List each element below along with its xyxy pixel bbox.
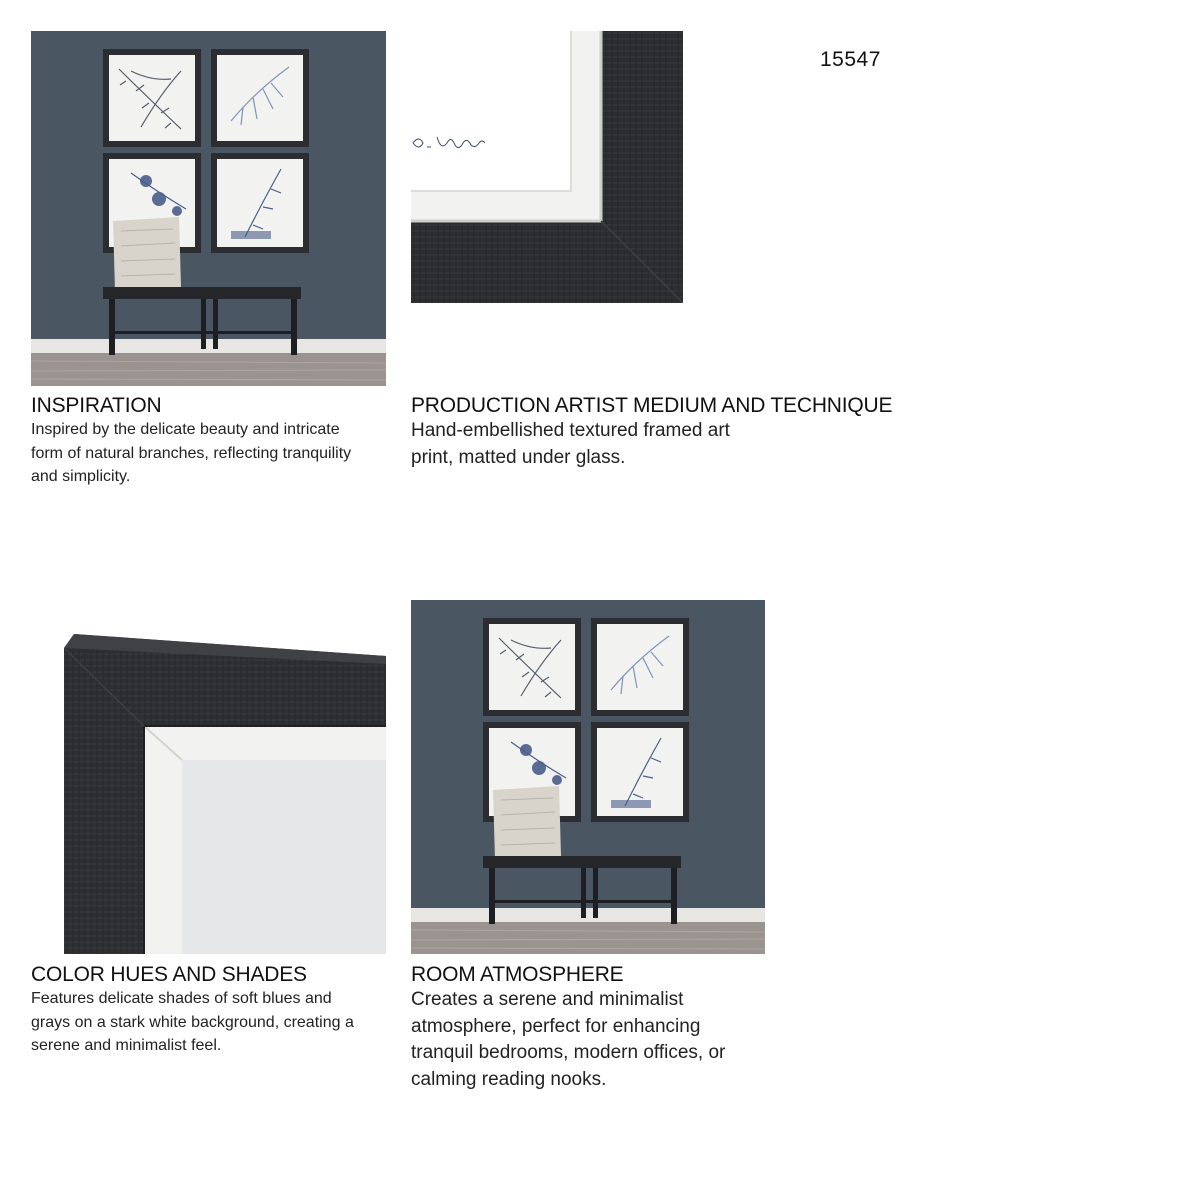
inspiration-line: Inspired by the delicate beauty and intricate (31, 421, 340, 438)
product-code: 15547 (820, 48, 881, 71)
inspiration-line: and simplicity. (31, 468, 131, 485)
room-line: tranquil bedrooms, modern offices, or (411, 1042, 726, 1063)
color-body (31, 987, 401, 1058)
room-heading: ROOM ATMOSPHERE (411, 963, 624, 986)
color-line: Features delicate shades of soft blues and (31, 990, 332, 1007)
color-line: serene and minimalist feel. (31, 1037, 222, 1054)
frame-corner-photo-top (411, 31, 683, 303)
production-line: Hand-embellished textured framed art (411, 420, 730, 441)
room-line: calming reading nooks. (411, 1068, 607, 1090)
inspiration-heading: INSPIRATION (31, 394, 162, 417)
production-body (411, 418, 791, 471)
room-scene-photo-top (31, 31, 386, 386)
room-line: Creates a serene and minimalist (411, 989, 684, 1010)
inspiration-body (31, 418, 391, 489)
color-line: grays on a stark white background, creating a (31, 1013, 354, 1031)
inspiration-line: form of natural branches, reflecting tranquility (31, 444, 352, 462)
room-body (411, 987, 791, 1093)
color-heading: COLOR HUES AND SHADES (31, 963, 307, 986)
production-heading: PRODUCTION ARTIST MEDIUM AND TECHNIQUE (411, 394, 893, 417)
production-line: print, matted under glass. (411, 446, 626, 468)
room-line: atmosphere, perfect for enhancing (411, 1015, 701, 1037)
room-scene-photo-bottom (411, 600, 765, 954)
frame-corner-photo-bottom (64, 634, 386, 954)
